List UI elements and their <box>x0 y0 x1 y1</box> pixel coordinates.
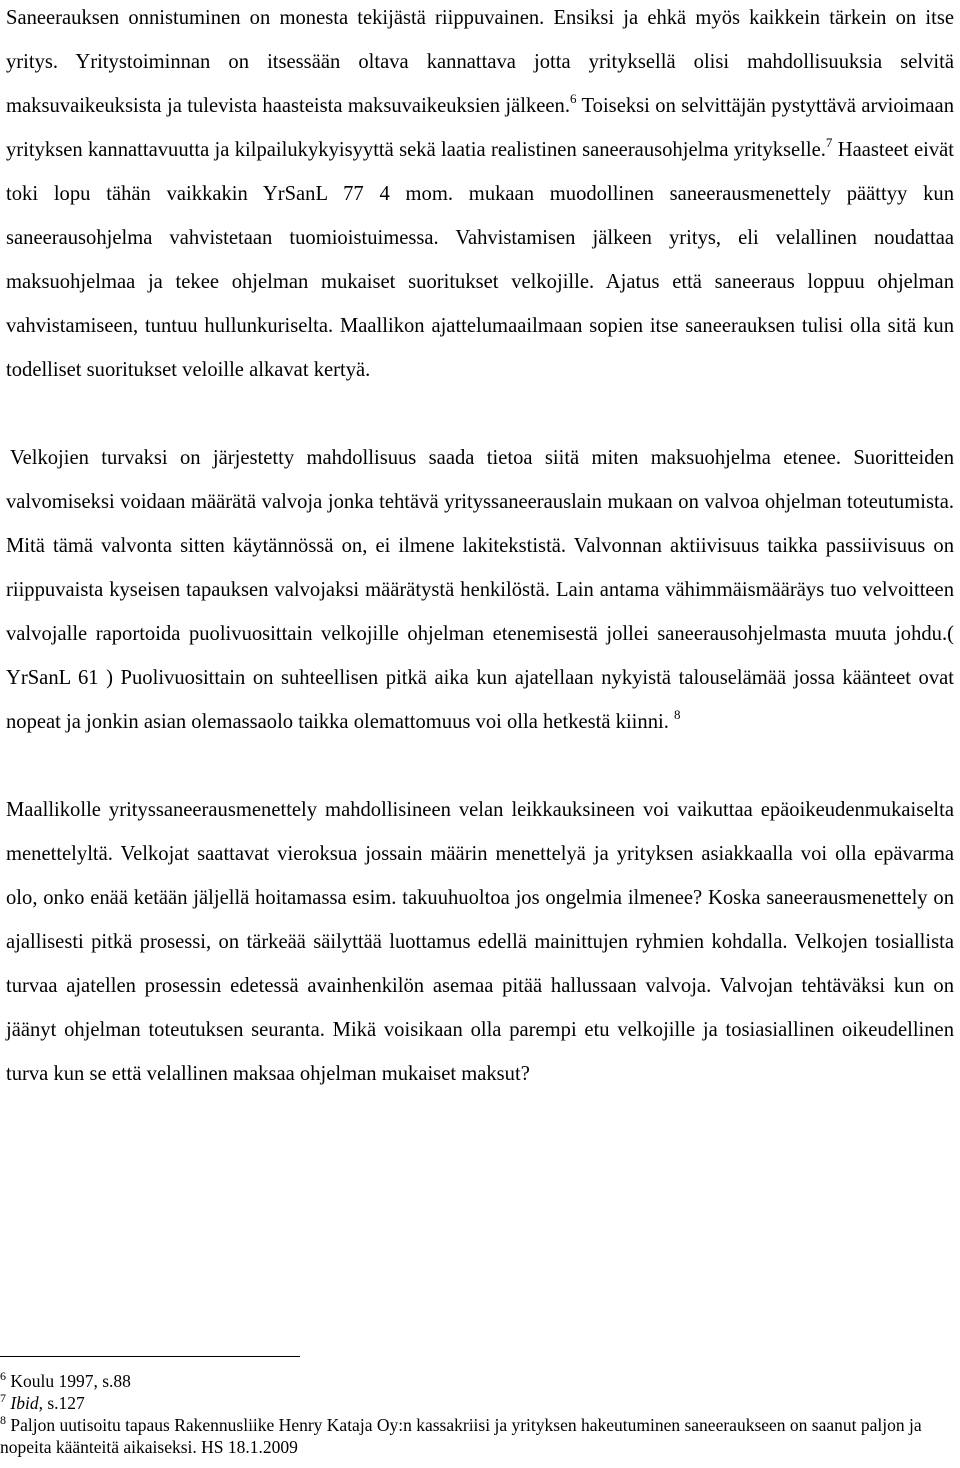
paragraph-1 <box>6 0 954 392</box>
paragraph-1-text-c: Haasteet eivät toki lopu tähän vaikkakin YrSanL 77 4 mom. mukaan muodollinen saneerausmenettely päättyy kun saneerausohjelma vahvistetaan tuomioistuimessa. Vahvistamisen jälkeen yritys, eli velallinen noudattaa maksuohjelmaa ja tekee ohjelman mukaiset suoritukset velkojille. Ajatus että saneeraus loppuu ohjelman vahvistamiseen, tuntuu hullunkuriselta. Maallikon ajattelumaailmaan sopien itse saneerauksen tulisi olla sitä kun todelliset suoritukset veloille alkavat kertyä. <box>6 139 954 381</box>
paragraph-2-text: Velkojien turvaksi on järjestetty mahdollisuus saada tietoa siitä miten maksuohjelma etenee. Suoritteiden valvomiseksi voidaan määrätä valvoja jonka tehtävä yrityssaneerauslain mukaan on valvoa ohjelman toteutumista. Mitä tämä valvonta sitten käytännössä on, ei ilmene lakitekstistä. Valvonnan aktiivisuus taikka passiivisuus on riippuvaista kyseisen tapauksen valvojaksi määrätystä henkilöstä. Lain antama vähimmäismääräys tuo velvoitteen valvojalle raportoida puolivuosittain velkojille ohjelman etenemisestä jollei saneerausohjelmasta muuta johdu.( YrSanL 61 ) Puolivuosittain on suhteellisen pitkä aika kun ajatellaan nykyistä talouselämää jossa käänteet ovat nopeat ja jonkin asian olemassaolo taikka olemattomuus voi olla hetkestä kiinni. <box>6 447 954 733</box>
footnote-number: 7 <box>0 1391 6 1405</box>
footnote-italic-text: Ibid, <box>10 1393 43 1413</box>
footnote-8 <box>0 1414 948 1458</box>
footnote-number: 8 <box>0 1413 6 1427</box>
footnote-text: Koulu 1997, s.88 <box>10 1371 131 1391</box>
paragraph-2 <box>6 436 954 744</box>
footnote-ref-8[interactable]: 8 <box>674 707 681 722</box>
paragraph-1-text-b: Toiseksi on selvittäjän pystyttävä arvioimaan yrityksen kannattavuutta ja kilpailukykyisyyttä sekä laatia realistinen saneerausohjelma yritykselle. <box>6 95 954 161</box>
footnote-text: s.127 <box>42 1393 85 1413</box>
footnote-6 <box>0 1370 948 1392</box>
paragraph-3 <box>6 788 954 1096</box>
paragraph-1-text-a: Saneerauksen onnistuminen on monesta tekijästä riippuvainen. Ensiksi ja ehkä myös kaikkein tärkein on itse yritys. Yritystoiminnan on itsessään oltava kannattava jotta yrityksellä olisi mahdollisuuksia selvitä maksuvaikeuksista ja tulevista haasteista maksuvaikeuksien jälkeen. <box>6 7 954 117</box>
footnote-ref-6[interactable]: 6 <box>570 91 577 106</box>
footnote-text: Paljon uutisoitu tapaus Rakennusliike Henry Kataja Oy:n kassakriisi ja yrityksen hakeutuminen saneeraukseen on saanut paljon ja nopeita käänteitä aikaiseksi. HS 18.1.2009 <box>0 1415 922 1457</box>
paragraph-3-text: Maallikolle yrityssaneerausmenettely mahdollisineen velan leikkauksineen voi vaikuttaa epäoikeudenmukaiselta menettelyltä. Velkojat saattavat vieroksua jossain määrin menettelyä ja yrityksen asiakkaalla voi olla epävarma olo, onko enää ketään jäljellä hoitamassa esim. takuuhuoltoa jos ongelmia ilmenee? Koska saneerausmenettely on ajallisesti pitkä prosessi, on tärkeää säilyttää luottamus edellä mainittujen ryhmien kohdalla. Velkojen tosiallista turvaa ajatellen prosessin edetessä avainhenkilön asemaa pitää hallussaan valvoja. Valvojan tehtäväksi kun on jäänyt ohjelman toteutuksen seuranta. Mikä voisikaan olla parempi etu velkojille ja tosiasiallinen oikeudellinen turva kun se että velallinen maksaa ohjelman mukaiset maksut? <box>6 799 954 1085</box>
footnote-number: 6 <box>0 1369 6 1383</box>
footnote-separator <box>0 1356 300 1357</box>
footnotes <box>0 1370 948 1458</box>
footnote-ref-7[interactable]: 7 <box>825 135 833 150</box>
footnote-7 <box>0 1392 948 1414</box>
document-page <box>6 0 954 1096</box>
